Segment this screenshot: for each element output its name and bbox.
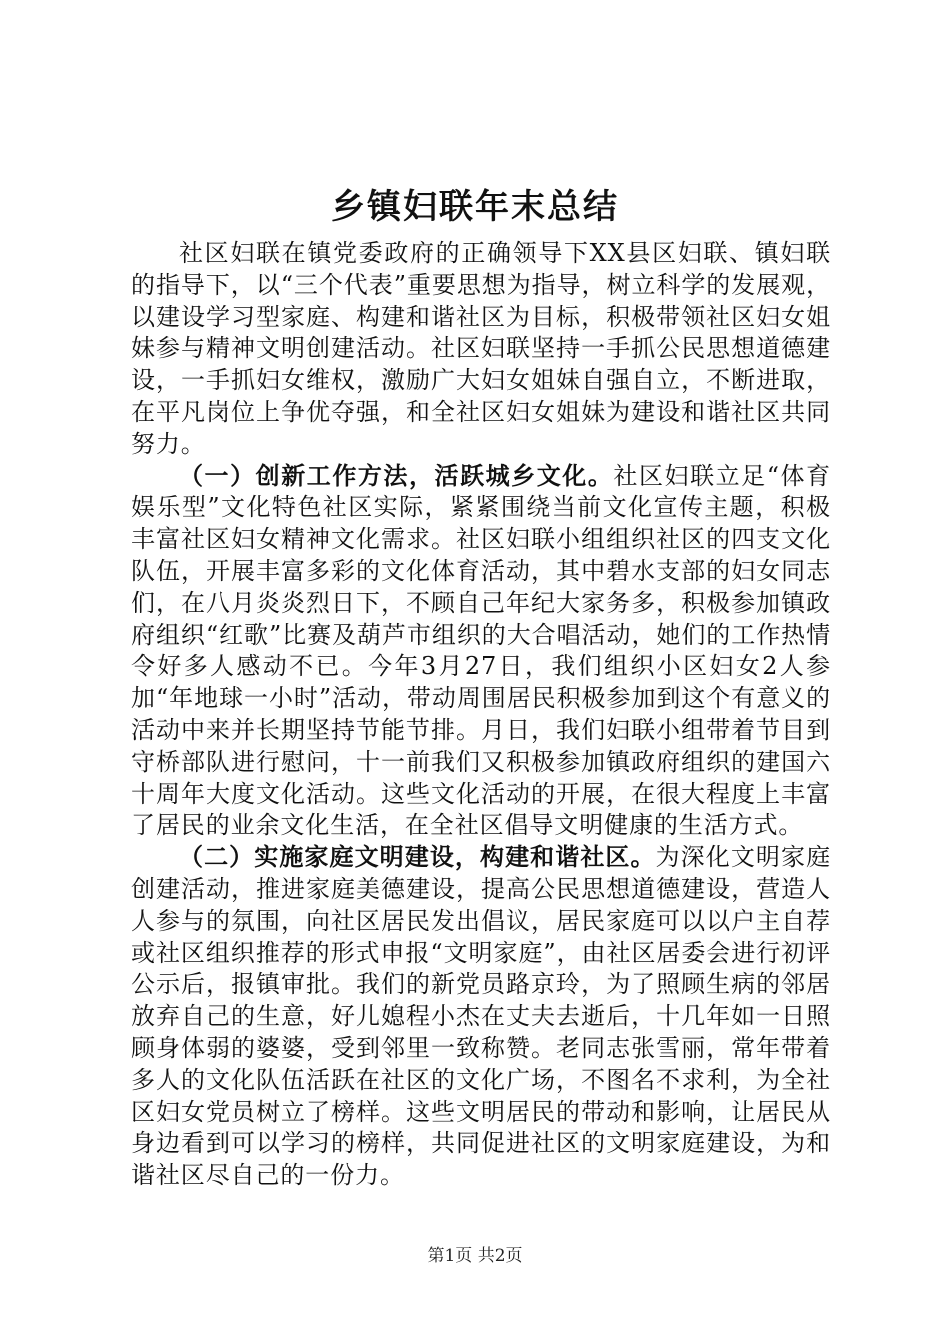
intro-paragraph bbox=[131, 238, 831, 461]
page-number-footer: 第1页 共2页 bbox=[427, 1246, 523, 1266]
document-title: 乡镇妇联年末总结 bbox=[331, 187, 619, 227]
section-2-text: 为深化文明家庭创建活动，推进家庭美德建设，提高公民思想道德建设，营造人人参与的氛围，向社区居民发出倡议，居民家庭可以以户主自荐或社区组织推荐的形式申报“文明家庭”，由社区居委会进行初评公示后，报镇审批。我们的新党员路京玲，为了照顾生病的邻居放弃自己的生意，好儿媳程小杰在丈夫去逝后，十几年如一日照顾身体弱的婆婆，受到邻里一致称赞。老同志张雪丽，常年带着多人的文化队伍活跃在社区的文化广场，不图名不求利，为全社区妇女党员树立了榜样。这些文明居民的带动和影响，让居民从身边看到可以学习的榜样，共同促进社区的文明家庭建设，为和谐社区尽自己的一份力。 bbox=[131, 843, 831, 1190]
section-1-text: 社区妇联立足“体育娱乐型”文化特色社区实际，紧紧围绕当前文化宣传主题，积极丰富社区妇女精神文化需求。社区妇联小组组织社区的四支文化队伍，开展丰富多彩的文化体育活动，其中碧水支部的妇女同志们，在八月炎炎烈日下，不顾自己年纪大家务多，积极参加镇政府组织“红歌”比赛及葫芦市组织的大合唱活动，她们的工作热情令好多人感动不已。今年3月27日，我们组织小区妇女2人参加“年地球一小时”活动，带动周围居民积极参加到这个有意义的活动中来并长期坚持节能节排。月日，我们妇联小组带着节目到守桥部队进行慰问，十一前我们又积极参加镇政府组织的建国六十周年大度文化活动。这些文化活动的开展，在很大程度上丰富了居民的业余文化生活，在全社区倡导文明健康的生活方式。 bbox=[131, 461, 831, 840]
section-1-paragraph bbox=[131, 461, 831, 843]
intro-paragraph-text: 社区妇联在镇党委政府的正确领导下XX县区妇联、镇妇联的指导下，以“三个代表”重要思想为指导，树立科学的发展观，以建设学习型家庭、构建和谐社区为目标，积极带领社区妇女姐妹参与精神文明创建活动。社区妇联坚持一手抓公民思想道德建设，一手抓妇女维权，激励广大妇女姐妹自强自立，不断进取，在平凡岗位上争优夺强，和全社区妇女姐妹为建设和谐社区共同努力。 bbox=[131, 239, 831, 458]
section-2-paragraph bbox=[131, 842, 831, 1192]
section-1-heading: （一）创新工作方法，活跃城乡文化。 bbox=[179, 461, 614, 490]
section-2-heading: （二）实施家庭文明建设，构建和谐社区。 bbox=[179, 843, 656, 872]
document-body bbox=[131, 238, 831, 1192]
